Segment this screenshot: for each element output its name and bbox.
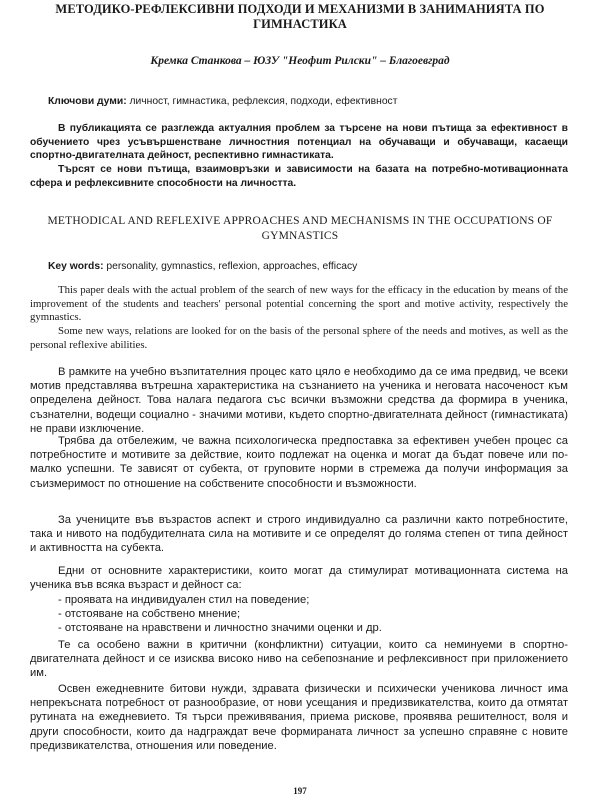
- en-abstract-paragraph-2: Some new ways, relations are looked for on the basis of the personal sphere of the needs and motives, as well as the personal reflexive abilities.: [30, 325, 568, 351]
- paper-title: МЕТОДИКО-РЕФЛЕКСИВНИ ПОДХОДИ И МЕХАНИЗМИ В ЗАНИМАНИЯТА ПО ГИМНАСТИКА: [55, 2, 545, 31]
- english-title: METHODICAL AND REFLEXIVE APPROACHES AND MECHANISMS IN THE OCCUPATIONS OF GYMNASTICS: [47, 215, 553, 242]
- page-number: 197: [293, 786, 307, 796]
- bg-abstract-paragraph-2: Търсят се нови пътища, взаимовръзки и зависимости на базата на потребно-мотивационната сфера и рефлексивните способности на личността.: [30, 164, 568, 189]
- list-item: - отстояване на нравствени и личностно значими оценки и др.: [58, 622, 382, 635]
- bg-keywords-text: личност, гимнастика, рефлексия, подходи, ефективност: [126, 96, 398, 107]
- body-paragraph-4: Едни от основните характеристики, които могат да стимулират мотивационната система на ученика във всяка възраст и дейност са:: [30, 565, 568, 592]
- author-line: Кремка Станкова – ЮЗУ "Неофит Рилски" – Благоевград: [150, 55, 450, 67]
- body-paragraph-1: В рамките на учебно възпитателния процес като цяло е необходимо да се има предвид, че всеки мотив представлява вътрешна характеристика на съзнанието на ученика и неговата насоченост към определена дейност. Това налага педагога със всички възможни средства да формира в ученика, съзнателни, водещи социално - значими мотиви, където спортно-двигателната дейност (гимнастиката) не прави изключение.: [30, 366, 568, 435]
- en-keywords-label: Key words:: [48, 261, 104, 272]
- bg-keywords-label: Ключови думи:: [48, 96, 127, 107]
- body-paragraph-2: Трябва да отбележим, че важна психологическа предпоставка за ефективен учебен процес са потребностите и мотивите за действие, които подлежат на оценка и могат да бъдат повече или по-малко успешни. Те зависят от субекта, от груповите норми в стремежа да получи информация за съизмеримост по отношение на собствените способности и възможности.: [30, 435, 568, 490]
- en-keywords: [30, 260, 568, 274]
- bg-keywords: [30, 95, 568, 109]
- body-paragraph-5: Те са особено важни в критични (конфликтни) ситуации, които са неминуеми в спортно-двигателната дейност и се изисква високо ниво на себепознание и рефлексивност при приложението им.: [30, 639, 568, 680]
- en-keywords-text: personality, gymnastics, reflexion, approaches, efficacy: [103, 261, 358, 272]
- body-paragraph-3: За учениците във възрастов аспект и строго индивидуално са различни както потребностите, така и нивото на подбудителната сила на мотивите и се определят до голяма степен от типа дейност и активността на субекта.: [30, 514, 568, 555]
- bg-abstract-paragraph-1: В публикацията се разглежда актуалния проблем за търсене на нови пътища за ефективност в обучението чрез усъвършенстване личностния потенциал на обучаващи и обучаващи, касаещи спортно-двигателната дейност, респективно гимнастиката.: [30, 123, 568, 161]
- characteristics-list: [58, 593, 568, 636]
- en-abstract-paragraph-1: This paper deals with the actual problem of the search of new ways for the efficacy in the education by means of the improvement of the students and teachers' personal potential concerning the sport and motive activity, respectively the gymnastics.: [30, 284, 568, 323]
- list-item: - проявата на индивидуален стил на поведение;: [58, 594, 310, 606]
- list-item: - отстояване на собствено мнение;: [58, 608, 241, 621]
- body-paragraph-6: Освен ежедневните битови нужди, здравата физически и психически ученикова личност има непрекъсната потребност от разнообразие, от нови усещания и предизвикателства, които да отмятат рутината на ежедневието. Тя търси преживявания, приема рискове, проявява решителност, воля и други способности, които да надграждат вече формираната личност за успешно справяне с новите предизвикателства, отношения или поведение.: [30, 683, 568, 752]
